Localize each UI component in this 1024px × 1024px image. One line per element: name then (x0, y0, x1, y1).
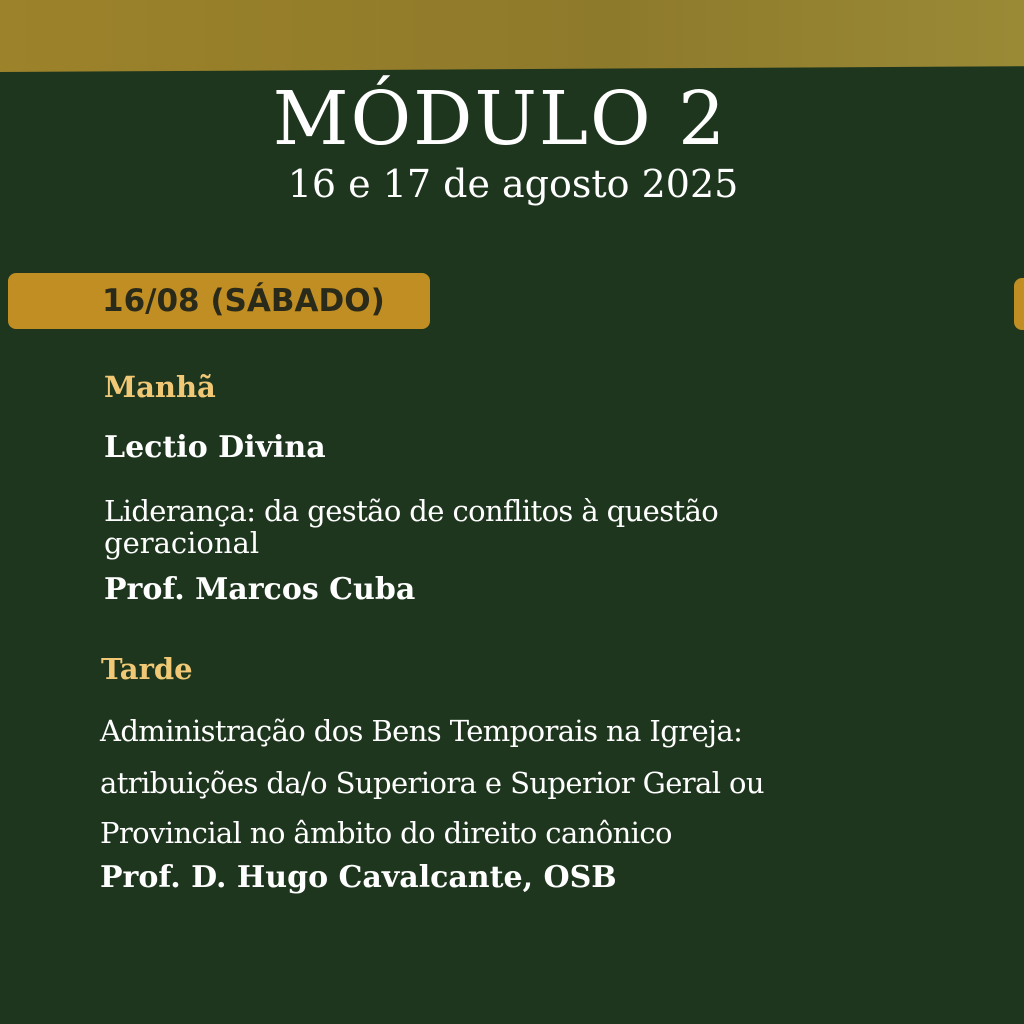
module-title: MÓDULO 2 (272, 76, 728, 162)
next-day-badge-edge (1014, 278, 1024, 330)
afternoon-talk-title-line3: Provincial no âmbito do direito canônico (100, 816, 672, 850)
afternoon-heading: Tarde (101, 652, 193, 686)
day-badge-label: 16/08 (SÁBADO) (102, 283, 385, 319)
morning-heading: Manhã (104, 370, 216, 404)
module-dates: 16 e 17 de agosto 2025 (287, 162, 739, 206)
morning-talk-title-line2: geracional (104, 526, 260, 560)
morning-speaker: Prof. Marcos Cuba (104, 572, 416, 607)
morning-item-lectio: Lectio Divina (104, 430, 326, 465)
top-gold-band (0, 0, 1024, 72)
afternoon-speaker: Prof. D. Hugo Cavalcante, OSB (100, 860, 617, 895)
afternoon-talk-title-line2: atribuições da/o Superiora e Superior Geral ou (100, 766, 764, 800)
morning-talk-title-line1: Liderança: da gestão de conflitos à questão (104, 494, 719, 528)
afternoon-talk-title-line1: Administração dos Bens Temporais na Igreja: (100, 714, 743, 748)
day-badge (8, 273, 430, 329)
